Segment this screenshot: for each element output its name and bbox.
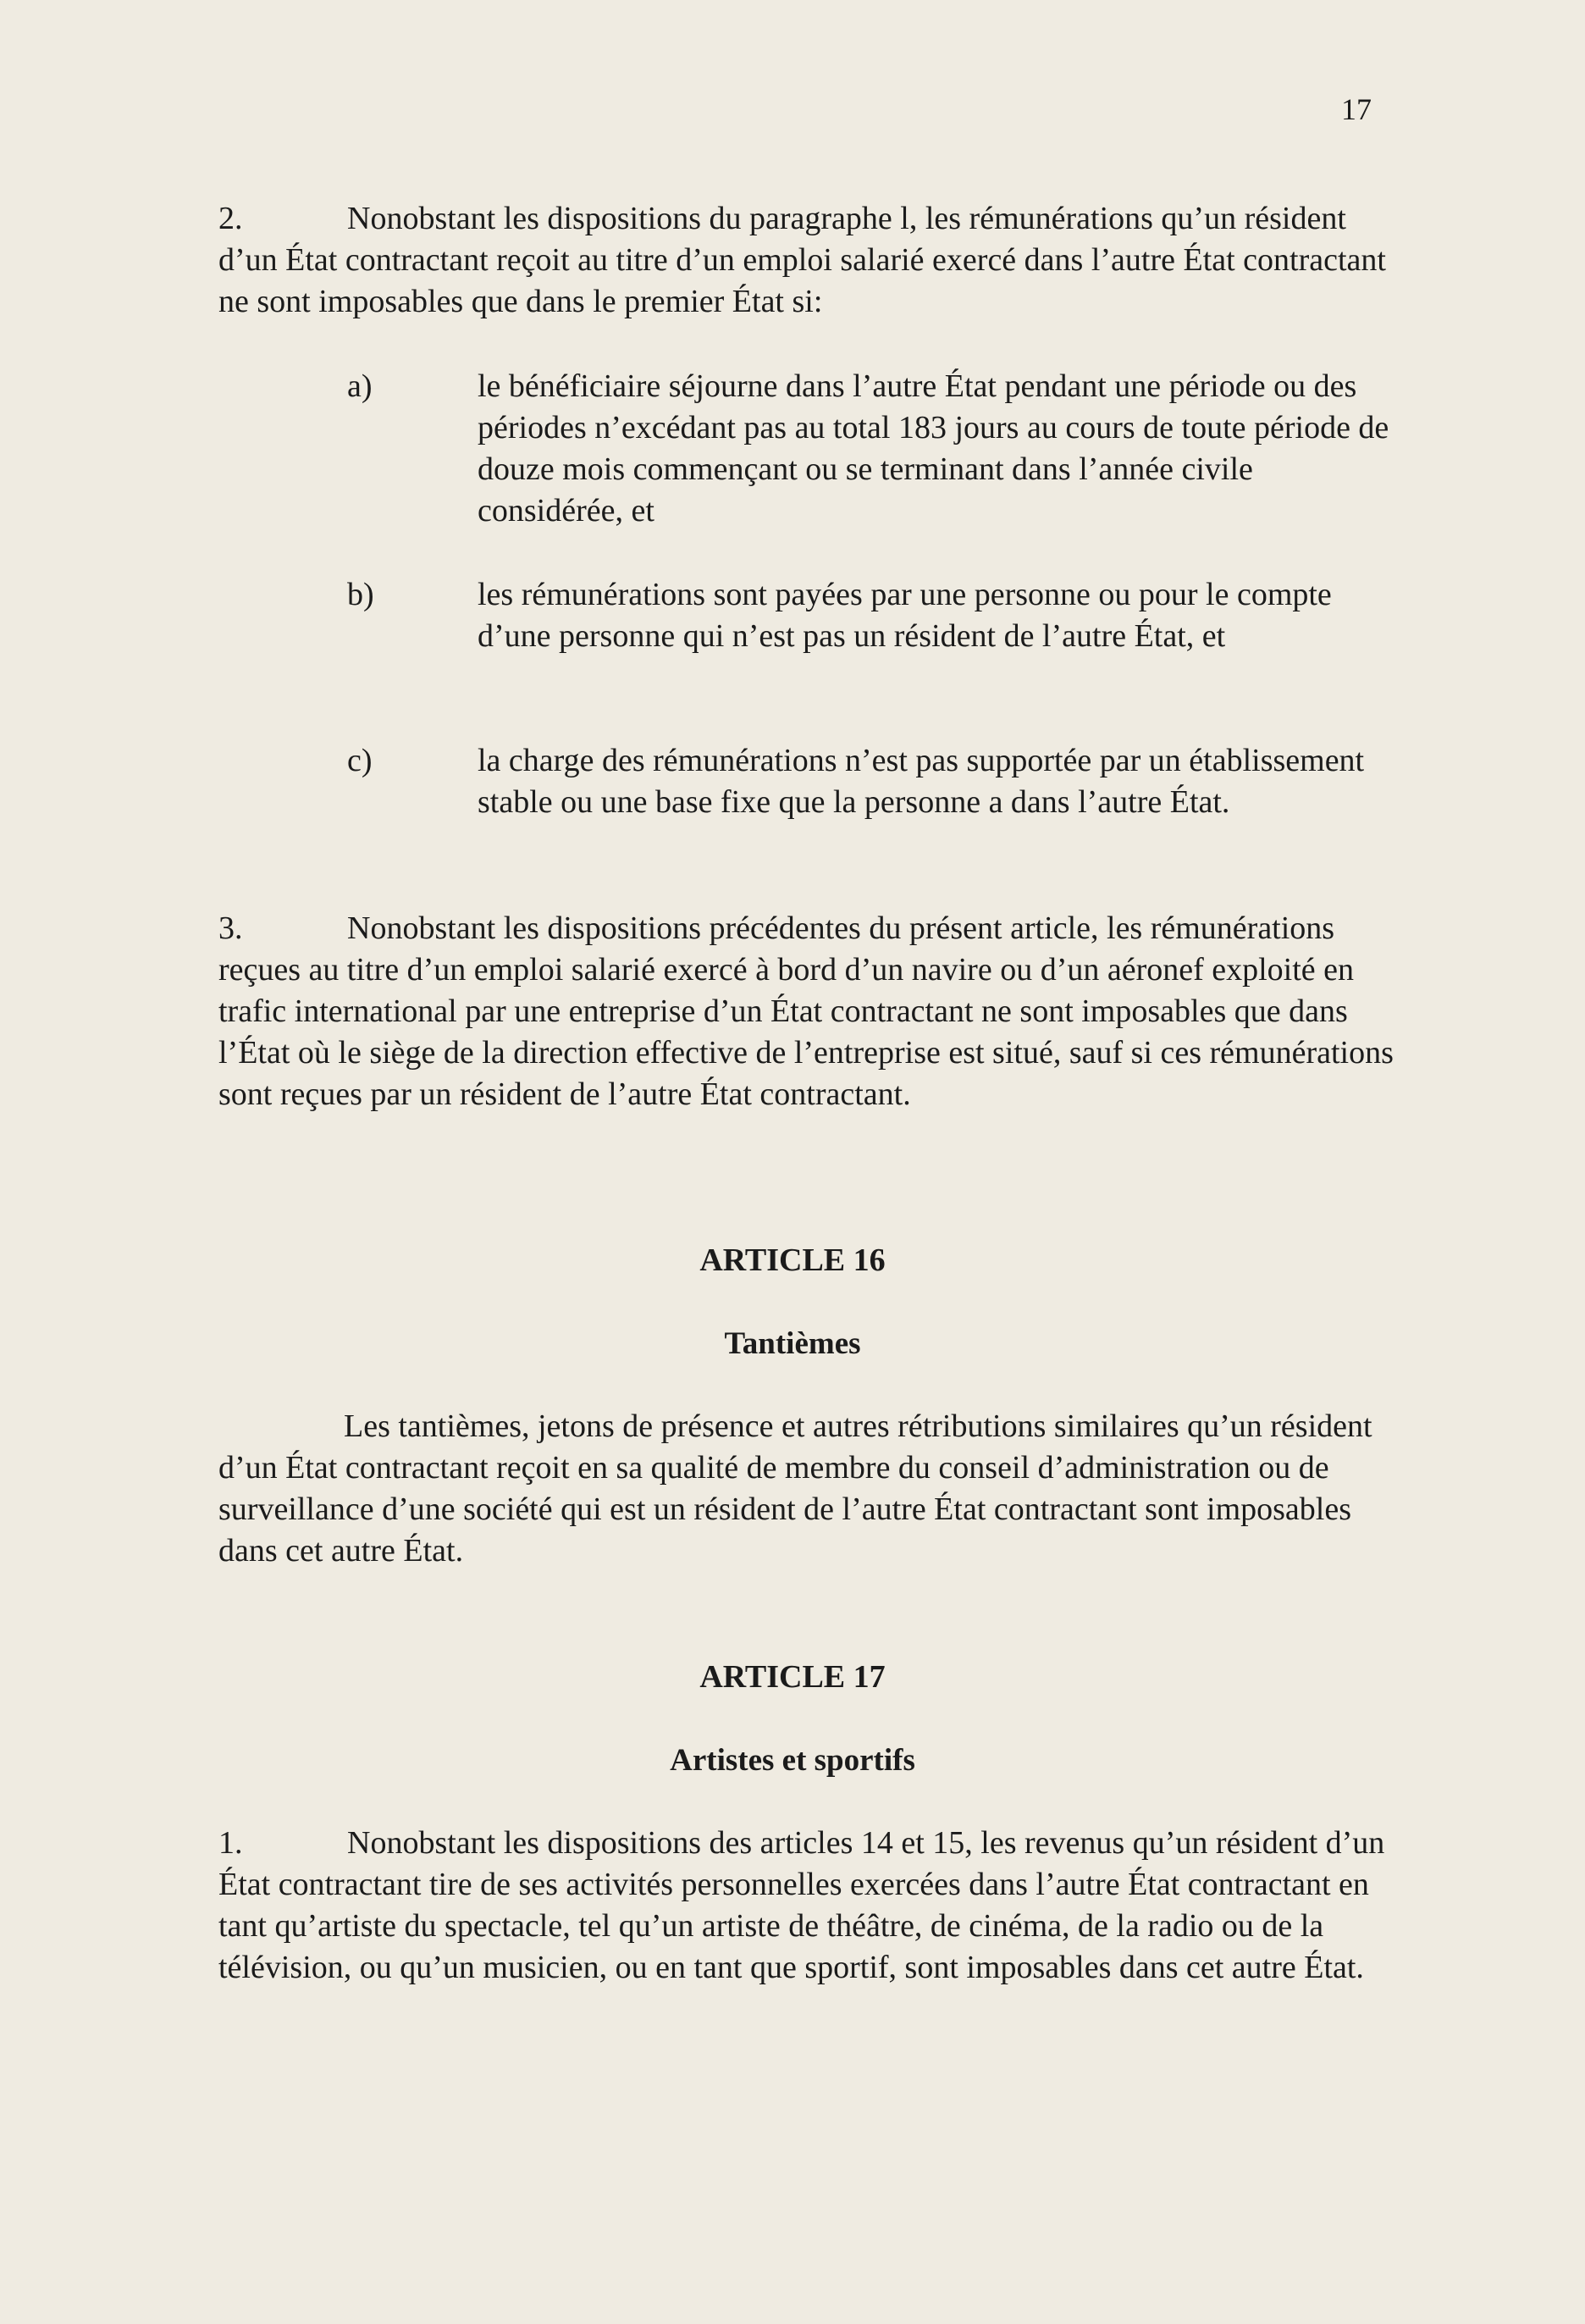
paragraph-text: Nonobstant les dispositions du paragraphe l, les rémunérations qu’un résident d’un État contractant reçoit au titre d’un emploi salarié exercé dans l’autre État contractant ne sont imposables que dans le premier État si: <box>218 201 1386 319</box>
paragraph-3 <box>218 908 1404 1115</box>
paragraph-number: 2. <box>218 201 243 236</box>
article-17-heading: ARTICLE 17 <box>699 1659 886 1695</box>
paragraph-2 <box>218 198 1404 323</box>
list-item-text: les rémunérations sont payées par une personne ou pour le compte d’une personne qui n’est pas un résident de l’autre État, et <box>478 577 1332 654</box>
article-17-title: Artistes et sportifs <box>670 1743 915 1778</box>
list-item-label: a) <box>347 368 373 404</box>
paragraph-number: 1. <box>218 1825 243 1861</box>
paragraph-text: Nonobstant les dispositions des articles 14 et 15, les revenus qu’un résident d’un État contractant tire de ses activités personnelles exercées dans l’autre État contractant en tant qu’artiste du spectacle, tel qu’un artiste de théâtre, de cinéma, de la radio ou de la télévision, ou qu’un musicien, ou en tant que sportif, sont imposables dans cet autre État. <box>218 1825 1385 1985</box>
article-16-text <box>218 1406 1404 1572</box>
paragraph-number: 3. <box>218 910 243 946</box>
article-16-title: Tantièmes <box>724 1326 861 1361</box>
page-number: 17 <box>1341 92 1372 126</box>
article-16-heading: ARTICLE 16 <box>699 1242 886 1278</box>
paragraph-text: Les tantièmes, jetons de présence et autres rétributions similaires qu’un résident d’un État contractant reçoit en sa qualité de membre du conseil d’administration ou de surveillance d’une société qui est un résident de l’autre État contractant sont imposables dans cet autre État. <box>218 1408 1372 1569</box>
paragraph-text: Nonobstant les dispositions précédentes du présent article, les rémunérations reçues au titre d’un emploi salarié exercé à bord d’un navire ou d’un aéronef exploité en trafic international par une entreprise d’un État contractant ne sont imposables que dans l’État où le siège de la direction effective de l’entreprise est situé, sauf si ces rémunérations sont reçues par un résident de l’autre État contractant. <box>218 910 1394 1112</box>
article-17-paragraph-1 <box>218 1823 1404 1989</box>
list-item-label: b) <box>347 577 374 612</box>
list-item-label: c) <box>347 743 373 778</box>
list-item-text: le bénéficiaire séjourne dans l’autre État pendant une période ou des périodes n’excédant pas au total 183 jours au cours de toute période de douze mois commençant ou se terminant dans l’année civile considérée, et <box>478 368 1389 528</box>
list-item-text: la charge des rémunérations n’est pas supportée par un établissement stable ou une base fixe que la personne a dans l’autre État. <box>478 743 1365 820</box>
